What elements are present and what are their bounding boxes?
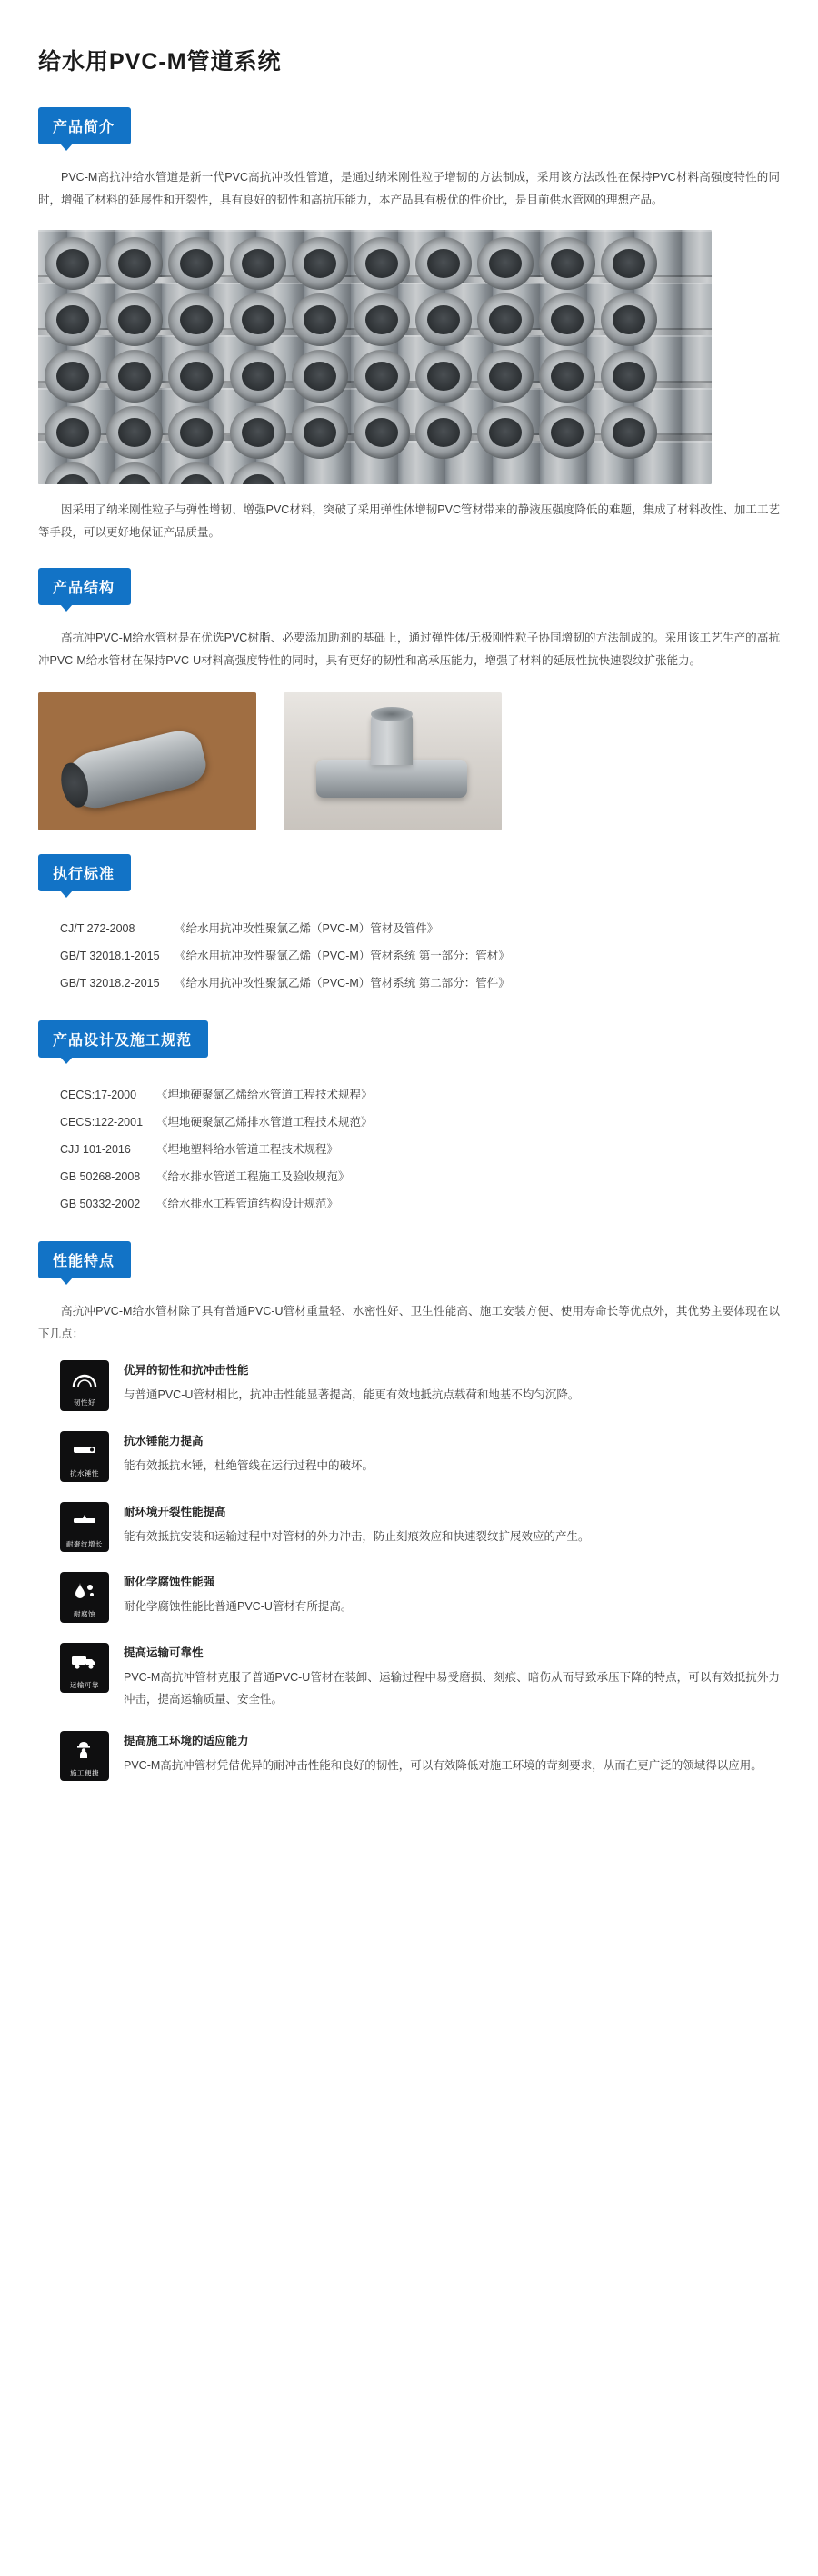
- feature-title: 优异的韧性和抗冲击性能: [124, 1364, 249, 1377]
- pipe-end: [354, 406, 410, 459]
- standards-row: [38, 915, 780, 942]
- pipe-end: [477, 237, 534, 290]
- feature-title: 提高施工环境的适应能力: [124, 1734, 249, 1747]
- design-spec-row: [38, 1163, 780, 1190]
- pipe-end: [168, 462, 224, 484]
- feature-badge: [60, 1502, 109, 1552]
- features-intro: 高抗冲PVC-M给水管材除了具有普通PVC-U管材重量轻、水密性好、卫生性能高、施工安装方便、使用寿命长等优点外，其优势主要体现在以下几点：: [38, 1305, 780, 1340]
- pipe-end: [230, 406, 286, 459]
- pipe-end: [230, 237, 286, 290]
- pipe-end: [477, 293, 534, 346]
- pipe-end: [354, 293, 410, 346]
- spec-name: 《埋地硬聚氯乙烯给水管道工程技术规程》: [156, 1089, 373, 1101]
- pipe-ends-group: [38, 230, 712, 484]
- pipe-end: [106, 293, 163, 346]
- pipe-end: [477, 406, 534, 459]
- spec-code: CJJ 101-2016: [60, 1143, 131, 1156]
- feature-item: [38, 1643, 780, 1711]
- feature-body: [124, 1731, 780, 1781]
- pipe-end: [230, 293, 286, 346]
- pipe-end: [45, 350, 101, 403]
- transport-truck-icon: [60, 1643, 109, 1679]
- feature-body: [124, 1572, 780, 1623]
- standard-name: 《给水用抗冲改性聚氯乙烯（PVC-M）管材及管件》: [175, 922, 439, 935]
- structure-photo-right: [284, 692, 502, 830]
- pipe-in-trench: [65, 726, 211, 813]
- pipe-end: [230, 350, 286, 403]
- design-spec-row: [38, 1190, 780, 1218]
- feature-tag: 抗水锤性: [60, 1467, 109, 1482]
- section-heading-standards: 执行标准: [38, 854, 131, 891]
- standards-list: [38, 915, 780, 997]
- feature-item: [38, 1360, 780, 1411]
- spec-name: 《给水排水管道工程施工及验收规范》: [156, 1170, 350, 1183]
- pipe-end: [45, 462, 101, 484]
- feature-tag: 耐腐蚀: [60, 1608, 109, 1623]
- spec-code: GB 50332-2002: [60, 1198, 141, 1210]
- feature-item: [38, 1731, 780, 1781]
- section-heading-structure: 产品结构: [38, 568, 131, 605]
- feature-tag: 韧性好: [60, 1397, 109, 1411]
- section-heading-design-specs: 产品设计及施工规范: [38, 1020, 208, 1058]
- pipe-end: [415, 293, 472, 346]
- section-heading-intro: 产品简介: [38, 107, 131, 144]
- pipe-end: [45, 406, 101, 459]
- tee-fitting-body: [316, 760, 467, 798]
- structure-photo-left: [38, 692, 256, 830]
- feature-body: [124, 1502, 780, 1552]
- pipe-end: [477, 350, 534, 403]
- features-list: [38, 1360, 780, 1781]
- feature-tag: 运输可靠: [60, 1679, 109, 1693]
- feature-badge: [60, 1643, 109, 1711]
- feature-item: [38, 1572, 780, 1623]
- intro-paragraph-2: 因采用了纳米刚性粒子与弹性增韧、增强PVC材料，突破了采用弹性体增韧PVC管材带来的静液压强度降低的难题，集成了材料改性、加工工艺等手段，可以更好地保证产品质量。: [38, 503, 780, 539]
- feature-text: PVC-M高抗冲管材凭借优异的耐冲击性能和良好的韧性，可以有效降低对施工环境的苛刻要求，从而在更广泛的领域得以应用。: [124, 1758, 763, 1772]
- feature-text: 能有效抵抗水锤，杜绝管线在运行过程中的破坏。: [124, 1459, 374, 1472]
- pipe-end: [601, 237, 657, 290]
- feature-item: [38, 1502, 780, 1552]
- pipe-end: [539, 237, 595, 290]
- structure-photo-pair: [38, 692, 780, 830]
- section-product-intro: [38, 107, 780, 544]
- pipe-end: [106, 406, 163, 459]
- spec-name: 《埋地塑料给水管道工程技术规程》: [156, 1143, 339, 1156]
- pipe-end: [292, 293, 348, 346]
- pipe-end: [354, 237, 410, 290]
- section-product-structure: [38, 568, 780, 830]
- feature-text: 耐化学腐蚀性能比普通PVC-U管材有所提高。: [124, 1600, 353, 1613]
- feature-tag: 耐聚纹增长: [60, 1538, 109, 1552]
- pipe-end: [601, 293, 657, 346]
- pipe-end: [415, 237, 472, 290]
- feature-body: [124, 1643, 780, 1711]
- section-design-specs: [38, 1020, 780, 1218]
- feature-text: 与普通PVC-U管材相比，抗冲击性能显著提高，能更有效地抵抗点载荷和地基不均匀沉降。: [124, 1388, 580, 1401]
- arch-toughness-icon: [60, 1360, 109, 1397]
- spec-name: 《给水排水工程管道结构设计规范》: [156, 1198, 339, 1210]
- pipe-end: [539, 293, 595, 346]
- pipe-end: [292, 406, 348, 459]
- pipe-end: [415, 406, 472, 459]
- design-spec-row: [38, 1109, 780, 1136]
- design-spec-row: [38, 1081, 780, 1109]
- feature-badge: [60, 1572, 109, 1623]
- standards-row: [38, 970, 780, 997]
- pipe-end: [106, 237, 163, 290]
- chemical-resistance-icon: [60, 1572, 109, 1608]
- environment-icon: [60, 1502, 109, 1538]
- feature-body: [124, 1431, 780, 1482]
- feature-title: 耐环境开裂性能提高: [124, 1506, 226, 1518]
- pipe-end: [415, 350, 472, 403]
- feature-badge: [60, 1431, 109, 1482]
- spec-code: CECS:122-2001: [60, 1116, 144, 1129]
- feature-item: [38, 1431, 780, 1482]
- product-photo-main: [38, 230, 712, 484]
- feature-badge: [60, 1731, 109, 1781]
- feature-text: PVC-M高抗冲管材克服了普通PVC-U管材在装卸、运输过程中易受磨损、刻痕、暗伤从而导致承压下降的特点，可以有效抵抗外力冲击，提高运输质量、安全性。: [124, 1671, 780, 1706]
- feature-badge: [60, 1360, 109, 1411]
- page-title: 给水用PVC-M管道系统: [38, 49, 282, 75]
- structure-paragraph-1: 高抗冲PVC-M给水管材是在优选PVC树脂、必要添加助剂的基础上，通过弹性体/无极刚性粒子协同增韧的方法制成的。采用该工艺生产的高抗冲PVC-M给水管材在保持PVC-U材料高强度特性的同时，具有更好的韧性和高承压能力，增强了材料的延展性抗快速裂纹扩张能力。: [38, 632, 780, 667]
- pipe-end: [168, 237, 224, 290]
- pipe-end: [106, 350, 163, 403]
- standard-name: 《给水用抗冲改性聚氯乙烯（PVC-M）管材系统 第二部分：管件》: [175, 977, 510, 990]
- pipe-end: [292, 350, 348, 403]
- pipe-end: [601, 406, 657, 459]
- pipe-end: [168, 350, 224, 403]
- standards-row: [38, 942, 780, 970]
- pipe-end: [539, 406, 595, 459]
- standard-code: CJ/T 272-2008: [60, 922, 135, 935]
- spec-code: CECS:17-2000: [60, 1089, 137, 1101]
- standard-code: GB/T 32018.2-2015: [60, 977, 160, 990]
- design-specs-list: [38, 1081, 780, 1218]
- worker-install-icon: [60, 1731, 109, 1767]
- section-heading-features: 性能特点: [38, 1241, 131, 1278]
- section-standards: [38, 854, 780, 997]
- pipe-end: [354, 350, 410, 403]
- pipe-end: [45, 293, 101, 346]
- water-hammer-icon: [60, 1431, 109, 1467]
- pipe-end: [106, 462, 163, 484]
- pipe-end: [230, 462, 286, 484]
- section-features: [38, 1241, 780, 1781]
- spec-code: GB 50268-2008: [60, 1170, 141, 1183]
- pipe-end: [45, 237, 101, 290]
- feature-body: [124, 1360, 780, 1411]
- feature-title: 提高运输可靠性: [124, 1646, 204, 1659]
- design-spec-row: [38, 1136, 780, 1163]
- intro-paragraph-1: PVC-M高抗冲给水管道是新一代PVC高抗冲改性管道，是通过纳米刚性粒子增韧的方法制成，采用该方法改性在保持PVC材料高强度特性的同时，增强了材料的延展性和开裂性，具有良好的韧性和高抗压能力，本产品具有极优的性价比，是目前供水管网的理想产品。: [38, 171, 780, 206]
- tee-fitting-branch: [371, 714, 413, 765]
- feature-text: 能有效抵抗安装和运输过程中对管材的外力冲击，防止刻痕效应和快速裂纹扩展效应的产生。: [124, 1530, 590, 1543]
- feature-tag: 施工便捷: [60, 1767, 109, 1781]
- standard-name: 《给水用抗冲改性聚氯乙烯（PVC-M）管材系统 第一部分：管材》: [175, 950, 510, 962]
- feature-title: 耐化学腐蚀性能强: [124, 1576, 215, 1588]
- pipe-end: [168, 406, 224, 459]
- pipe-end: [601, 350, 657, 403]
- pipe-end: [168, 293, 224, 346]
- pipe-end: [292, 237, 348, 290]
- feature-title: 抗水锤能力提高: [124, 1435, 204, 1447]
- spec-name: 《埋地硬聚氯乙烯排水管道工程技术规范》: [156, 1116, 373, 1129]
- standard-code: GB/T 32018.1-2015: [60, 950, 160, 962]
- pipe-end: [539, 350, 595, 403]
